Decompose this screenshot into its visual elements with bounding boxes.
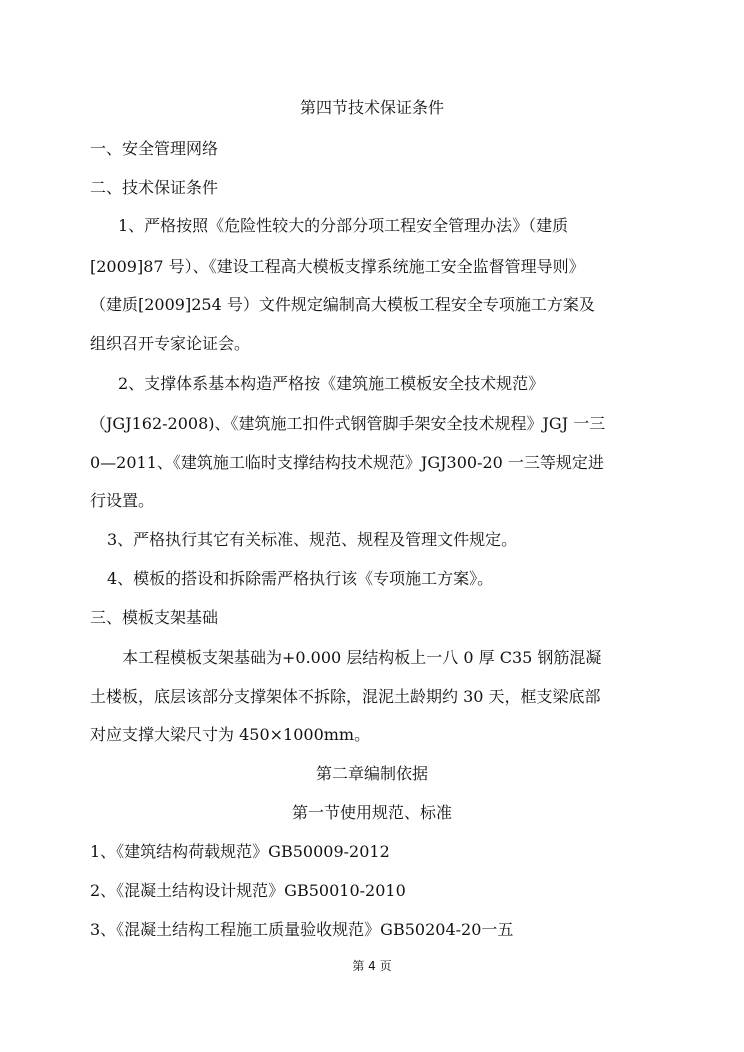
foundation-line3: 对应支撑大梁尺寸为 450×1000mm。 bbox=[90, 725, 371, 744]
foundation-line2: 土楼板，底层该部分支撑架体不拆除，混泥土龄期约 30 天，框支梁底部 bbox=[90, 687, 601, 706]
heading-tech-conditions: 二、技术保证条件 bbox=[90, 178, 219, 197]
chapter-title: 第二章编制依据 bbox=[315, 764, 428, 783]
section1-title: 第一节使用规范、标准 bbox=[291, 803, 452, 822]
item1-line1: 1、严格按照《危险性较大的分部分项工程安全管理办法》（建质 bbox=[118, 216, 569, 235]
heading-safety-network: 一、安全管理网络 bbox=[90, 139, 219, 158]
item1-line4: 组织召开专家论证会。 bbox=[90, 334, 251, 353]
item1-line2: [2009]87 号）、《建设工程高大模板支撑系统施工安全监督管理导则》 bbox=[90, 257, 585, 276]
item4: 4、模板的搭设和拆除需严格执行该《专项施工方案》。 bbox=[107, 569, 494, 588]
item2-line1: 2、支撑体系基本构造严格按《建筑施工模板安全技术规范》 bbox=[118, 374, 545, 393]
item2-line3: 0—2011、《建筑施工临时支撑结构技术规范》JGJ300-20 一三等规定进 bbox=[90, 453, 604, 472]
section-title: 第四节技术保证条件 bbox=[299, 98, 444, 117]
item1-line3: （建质[2009]254 号）文件规定编制高大模板工程安全专项施工方案及 bbox=[90, 295, 595, 314]
page-number: 第 4 页 bbox=[352, 959, 392, 973]
item3: 3、严格执行其它有关标准、规范、规程及管理文件规定。 bbox=[107, 530, 518, 549]
item2-line4: 行设置。 bbox=[90, 491, 155, 510]
reference-item: 1、《建筑结构荷载规范》GB50009-2012 bbox=[90, 842, 390, 861]
item2-line2: （JGJ162-2008)、《建筑施工扣件式钢管脚手架安全技术规程》JGJ 一三 bbox=[90, 414, 606, 433]
foundation-line1: 本工程模板支架基础为+0.000 层结构板上一八 0 厚 C35 钢筋混凝 bbox=[122, 648, 602, 667]
reference-item: 3、《混凝土结构工程施工质量验收规范》GB50204-20一五 bbox=[90, 920, 514, 939]
reference-item: 2、《混凝土结构设计规范》GB50010-2010 bbox=[90, 881, 406, 900]
heading-formwork-foundation: 三、模板支架基础 bbox=[90, 608, 219, 627]
